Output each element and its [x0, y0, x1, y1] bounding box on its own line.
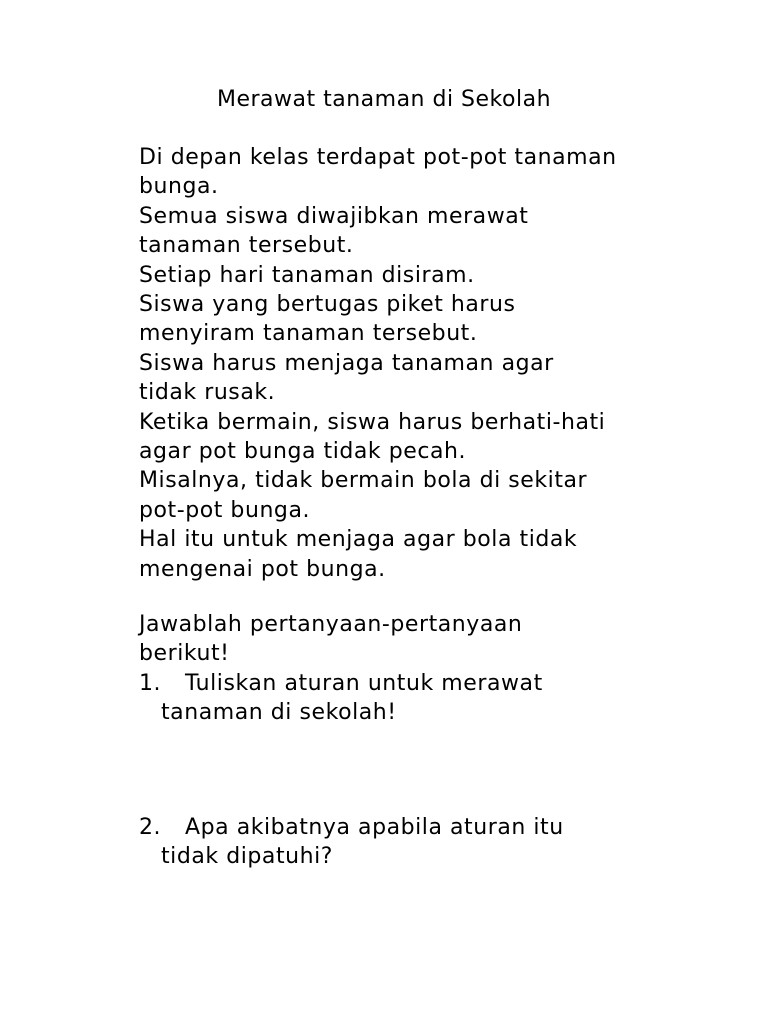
question-text-line: tidak dipatuhi? — [161, 844, 333, 870]
passage-line: agar pot bunga tidak pecah. — [139, 439, 467, 465]
passage-line: bunga. — [139, 174, 219, 200]
passage-line: Di depan kelas terdapat pot-pot tanaman — [139, 145, 617, 170]
passage-line: Siswa yang bertugas piket harus — [139, 292, 516, 318]
passage-line: Hal itu untuk menjaga agar bola tidak — [139, 527, 578, 553]
instruction-line: berikut! — [139, 641, 230, 667]
question-1 — [139, 669, 699, 728]
page-title: Merawat tanaman di Sekolah — [216, 87, 552, 112]
question-number: 1. — [139, 671, 162, 696]
passage-line: Semua siswa diwajibkan merawat — [139, 203, 529, 229]
question-text-line: Tuliskan aturan untuk merawat — [185, 671, 543, 696]
passage-line: Setiap hari tanaman disiram. — [139, 262, 475, 288]
passage-line: Ketika bermain, siswa harus berhati-hati — [139, 409, 606, 435]
reading-passage — [139, 143, 699, 584]
passage-line: tidak rusak. — [139, 380, 276, 406]
passage-line: Siswa harus menjaga tanaman agar — [139, 350, 554, 376]
question-number: 2. — [139, 815, 162, 840]
question-text-line: Apa akibatnya apabila aturan itu — [185, 815, 564, 840]
passage-line: menyiram tanaman tersebut. — [139, 321, 478, 347]
instruction-text — [139, 610, 699, 669]
passage-line: mengenai pot bunga. — [139, 556, 386, 582]
passage-line: tanaman tersebut. — [139, 233, 354, 259]
passage-line: pot-pot bunga. — [139, 497, 311, 523]
passage-line: Misalnya, tidak bermain bola di sekitar — [139, 468, 588, 494]
question-text-line: tanaman di sekolah! — [161, 700, 397, 726]
instruction-line: Jawablah pertanyaan-pertanyaan — [139, 612, 523, 637]
question-2 — [139, 813, 699, 872]
